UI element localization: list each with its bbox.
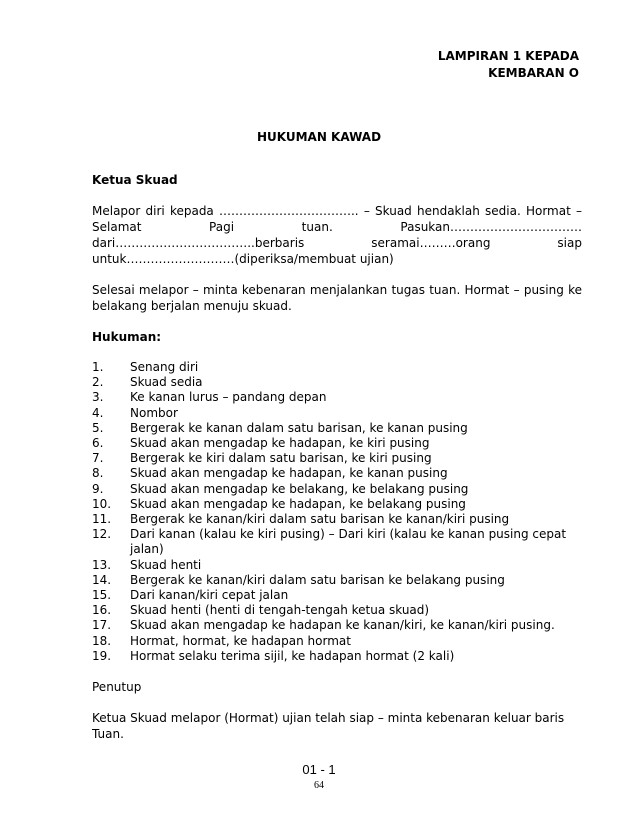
section-heading-penutup: Penutup <box>92 680 142 695</box>
list-item-text: Hormat selaku terima sijil, ke hadapan hormat (2 kali) <box>130 648 455 663</box>
annex-header <box>438 48 579 82</box>
list-item-text: Skuad akan mengadap ke hadapan ke kanan/kiri, ke kanan/kiri pusing. <box>130 618 555 633</box>
list-item-number: 15. <box>92 588 112 603</box>
command-list <box>92 360 582 664</box>
list-item-text: Bergerak ke kanan/kiri dalam satu barisan ke kanan/kiri pusing <box>130 512 510 527</box>
list-item-text: Skuad akan mengadap ke hadapan, ke kiri pusing <box>130 436 430 451</box>
list-item-number: 2. <box>92 375 104 390</box>
list-item <box>92 618 582 633</box>
list-item <box>92 390 582 405</box>
list-item <box>92 421 582 436</box>
footer-code: 01 - 1 <box>302 762 336 777</box>
list-item <box>92 360 582 375</box>
list-item-text: Dari kanan/kiri cepat jalan <box>130 588 289 603</box>
list-item-text: Skuad henti <box>130 557 202 572</box>
list-item-number: 19. <box>92 648 112 663</box>
list-item-text: Hormat, hormat, ke hadapan hormat <box>130 633 351 648</box>
annex-header-line1: LAMPIRAN 1 KEPADA <box>437 49 579 63</box>
section-heading-ketua-skuad: Ketua Skuad <box>92 173 178 187</box>
closing-paragraph: Ketua Skuad melapor (Hormat) ujian telah siap – minta kebenaran keluar baris Tuan. <box>92 711 565 742</box>
list-item <box>92 451 582 466</box>
list-item-text: Dari kanan (kalau ke kiri pusing) – Dari kiri (kalau ke kanan pusing cepat jalan) <box>130 527 567 557</box>
list-item <box>92 527 582 557</box>
list-item-text: Ke kanan lurus – pandang depan <box>130 390 327 405</box>
list-item-number: 16. <box>92 603 112 618</box>
list-item <box>92 482 582 497</box>
list-item-text: Bergerak ke kanan/kiri dalam satu barisan ke belakang pusing <box>130 572 505 587</box>
list-item-number: 13. <box>92 557 112 572</box>
list-item-text: Skuad akan mengadap ke belakang, ke belakang pusing <box>130 481 469 496</box>
list-item-text: Senang diri <box>130 360 199 374</box>
list-item-number: 6. <box>92 436 104 451</box>
list-item <box>92 649 582 664</box>
document-body <box>92 172 582 742</box>
list-item <box>92 436 582 451</box>
list-item <box>92 466 582 481</box>
list-item-number: 4. <box>92 405 104 420</box>
list-item <box>92 375 582 390</box>
list-item-number: 18. <box>92 633 112 648</box>
list-item-number: 8. <box>92 466 104 481</box>
list-item-number: 12. <box>92 527 112 542</box>
list-item-text: Skuad akan mengadap ke hadapan, ke belakang pusing <box>130 496 466 511</box>
list-item-text: Skuad sedia <box>130 375 203 390</box>
list-item <box>92 406 582 421</box>
list-item-text: Bergerak ke kiri dalam satu barisan, ke kiri pusing <box>130 451 432 466</box>
list-item-text: Nombor <box>130 405 178 420</box>
annex-header-line2: KEMBARAN O <box>488 66 579 80</box>
list-item-number: 5. <box>92 420 104 435</box>
list-item-number: 10. <box>92 496 112 511</box>
list-item-number: 7. <box>92 451 104 466</box>
completion-paragraph: Selesai melapor – minta kebenaran menjalankan tugas tuan. Hormat – pusing ke belakang berjalan menuju skuad. <box>92 283 582 313</box>
list-item-number: 1. <box>92 360 104 374</box>
list-item <box>92 558 582 573</box>
list-item-number: 9. <box>92 481 104 496</box>
page-number: 64 <box>314 780 324 791</box>
page-title: HUKUMAN KAWAD <box>256 130 382 144</box>
list-item <box>92 497 582 512</box>
list-item-text: Skuad henti (henti di tengah-tengah ketua skuad) <box>130 603 430 618</box>
list-item-number: 17. <box>92 618 112 633</box>
list-item-number: 14. <box>92 572 112 587</box>
report-paragraph: Melapor diri kepada …………………………….. – Skuad hendaklah sedia. Hormat – Selamat Pagi tuan. Pasukan……………………………dari……………………………..berbaris seramai………orang siap untuk………………………(diperiksa/membuat ujian) <box>92 204 582 266</box>
list-item-text: Skuad akan mengadap ke hadapan, ke kanan pusing <box>130 466 448 481</box>
list-item <box>92 634 582 649</box>
list-item <box>92 573 582 588</box>
list-item-number: 11. <box>92 512 112 527</box>
list-item-text: Bergerak ke kanan dalam satu barisan, ke kanan pusing <box>130 420 468 435</box>
list-item-number: 3. <box>92 390 104 405</box>
list-item <box>92 603 582 618</box>
section-heading-hukuman: Hukuman: <box>92 330 162 344</box>
list-item <box>92 588 582 603</box>
list-item <box>92 512 582 527</box>
